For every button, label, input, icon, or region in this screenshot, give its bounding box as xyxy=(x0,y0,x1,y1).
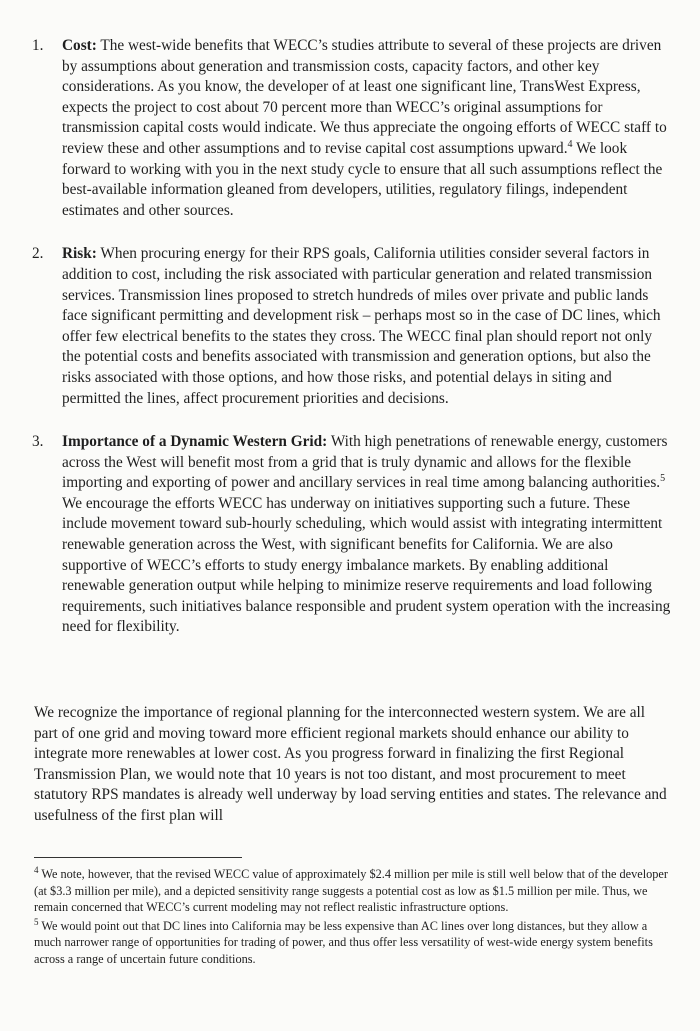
item-heading: Cost: xyxy=(62,37,97,54)
list-number: 2. xyxy=(32,245,44,263)
footnote-5 xyxy=(34,918,674,968)
footnote-divider xyxy=(34,857,242,858)
numbered-list xyxy=(32,36,672,638)
footnote-ref[interactable]: 4 xyxy=(567,138,573,150)
footnote-4 xyxy=(34,866,674,916)
item-text: When procuring energy for their RPS goals, California utilities consider several factors in addition to cost, including the risk associated with particular generation and related transmission services. Transmission lines proposed to stretch hundreds of miles over private and public lands face significant permitting and development risk – perhaps most so in the case of DC lines, which offer few electrical benefits to the states they cross. The WECC final plan should report not only the potential costs and benefits associated with transmission and generation options, but also the risks associated with those options, and how those risks, and potential delays in siting and permitted the lines, affect procurement priorities and decisions. xyxy=(62,245,661,407)
item-text: With high penetrations of renewable energy, customers across the West will benefit most from a grid that is truly dynamic and allows for the flexible importing and exporting of power and ancillary services in real time among balancing authorities. xyxy=(62,433,668,492)
item-text: The west-wide benefits that WECC’s studies attribute to several of these projects are driven by assumptions about generation and transmission costs, capacity factors, and other key considerations. As you know, the developer of at least one significant line, TransWest Express, expects the project to cost about 70 percent more than WECC’s original assumptions for transmission capital costs would indicate. We thus appreciate the ongoing efforts of WECC staff to review these and other assumptions and to revise capital cost assumptions upward. xyxy=(62,37,667,157)
item-heading: Importance of a Dynamic Western Grid: xyxy=(62,433,328,451)
footnote-ref[interactable]: 5 xyxy=(660,473,666,485)
item-text-continued: We encourage the efforts WECC has underway on initiatives supporting such a future. These include movement toward sub-hourly scheduling, which would assist with integrating intermittent renewable generation across the West, with significant benefits for California. We are also supportive of WECC’s efforts to study energy imbalance markets. By enabling additional renewable generation output while helping to minimize reserve requirements and load following requirements, such initiatives balance responsible and prudent system operation with the increasing need for flexibility. xyxy=(62,494,671,636)
list-item-dynamic-grid xyxy=(32,432,672,638)
list-number: 1. xyxy=(32,37,44,54)
item-heading: Risk: xyxy=(62,245,97,263)
footnote-text: We note, however, that the revised WECC value of approximately $2.4 million per mile is still well below that of the developer (at $3.3 million per mile), and a depicted sensitivity range suggests a potential cost as low as $1.5 million per mile. Thus, we remain concerned that WECC’s current modeling may not reflect realistic infrastructure options. xyxy=(34,867,668,915)
footnote-mark: 4 xyxy=(34,864,39,875)
footnote-mark: 5 xyxy=(34,916,39,927)
list-number: 3. xyxy=(32,433,44,451)
list-item-cost xyxy=(32,36,672,221)
item-text-continued: We look forward to working with you in the next study cycle to ensure that all such assumptions reflect the best-available information gleaned from developers, utilities, regulatory filings, independent estimates and other sources. xyxy=(62,139,663,219)
footnotes xyxy=(34,866,674,970)
list-item-risk xyxy=(32,244,672,409)
closing-paragraph: We recognize the importance of regional planning for the interconnected western system. We are all part of one grid and moving toward more efficient regional markets should enhance our ability to integrate more renewables at lower cost. As you progress forward in finalizing the first Regional Transmission Plan, we would note that 10 years is not too distant, and most procurement to meet statutory RPS mandates is already well underway by load serving entities and states. The relevance and usefulness of the first plan will xyxy=(34,704,667,824)
footnote-text: We would point out that DC lines into California may be less expensive than AC lines over long distances, but they allow a much narrower range of opportunities for trading of power, and thus offer less versatility of west-wide energy system benefits across a range of uncertain future conditions. xyxy=(34,918,653,966)
